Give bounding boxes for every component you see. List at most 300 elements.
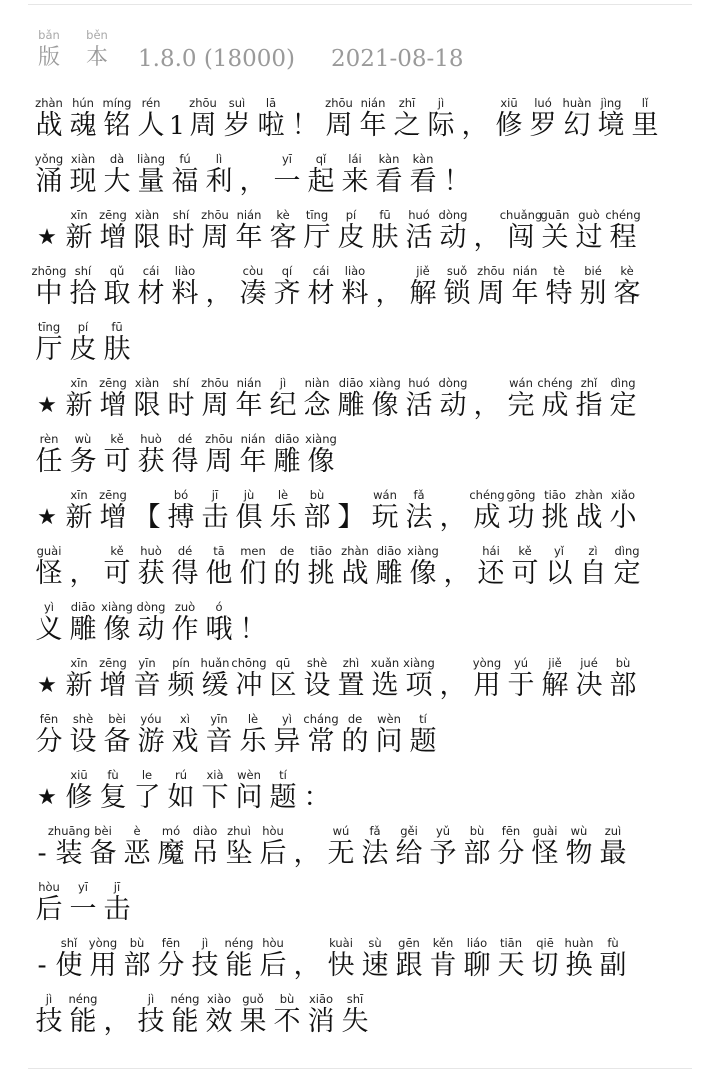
- ruby-char: [62, 208, 96, 254]
- hanzi: 常: [307, 726, 335, 757]
- hanzi: 料: [171, 278, 199, 309]
- ruby-char: [232, 208, 266, 254]
- ruby-char: [436, 208, 470, 254]
- hanzi: 乐: [269, 502, 297, 533]
- glyph: ，: [205, 278, 233, 309]
- hanzi: 击: [103, 894, 131, 925]
- ruby-char: [504, 656, 538, 702]
- ruby-char: [270, 432, 304, 478]
- pinyin: suǒ: [446, 264, 468, 278]
- ruby-char: [528, 936, 562, 982]
- pinyin: yóu: [140, 712, 162, 726]
- ruby-char: [254, 96, 288, 142]
- hanzi: 吊: [191, 838, 219, 869]
- pinyin: xiàng: [101, 600, 133, 614]
- hanzi: 使: [55, 950, 83, 981]
- pinyin: fù: [107, 768, 119, 782]
- ruby-char: [202, 600, 236, 646]
- pinyin: chōng: [231, 656, 267, 670]
- pinyin: guài: [532, 824, 558, 838]
- hanzi: 得: [171, 446, 199, 477]
- pinyin: jué: [580, 656, 598, 670]
- pinyin: jī: [113, 880, 121, 894]
- ruby-char: [610, 544, 644, 590]
- pinyin: chéng: [605, 208, 641, 222]
- ruby-char: [572, 376, 606, 422]
- pinyin: dìng: [610, 376, 636, 390]
- ruby-char: [222, 824, 256, 870]
- ruby-char: [232, 488, 266, 534]
- pinyin: lè: [247, 712, 259, 726]
- pinyin: pí: [345, 208, 357, 222]
- hanzi: 音: [133, 670, 161, 701]
- ruby-char: [338, 992, 372, 1038]
- hanzi: 特: [545, 278, 573, 309]
- pinyin: diāo: [274, 432, 300, 446]
- pinyin: kě: [518, 544, 532, 558]
- ruby-char: [606, 656, 640, 702]
- pinyin: cháng: [303, 712, 339, 726]
- ruby-char: [402, 376, 436, 422]
- pinyin: kè: [276, 208, 290, 222]
- pinyin: jì: [147, 992, 155, 1006]
- hanzi: 修: [495, 110, 523, 141]
- pinyin: běn: [86, 28, 108, 42]
- hanzi: 幻: [563, 110, 591, 141]
- hanzi: 后: [259, 838, 287, 869]
- ruby-char: [270, 264, 304, 310]
- hanzi: 现: [69, 166, 97, 197]
- hanzi: 新: [65, 222, 93, 253]
- pinyin: tí: [279, 768, 287, 782]
- ruby-char: [96, 208, 130, 254]
- pinyin: fǎ: [369, 824, 381, 838]
- hanzi: 一: [273, 166, 301, 197]
- ruby-char: [222, 936, 256, 982]
- hanzi: 啦: [257, 110, 285, 141]
- ruby-char: [32, 600, 66, 646]
- ruby-char: [270, 712, 304, 758]
- ruby-char: [338, 152, 372, 198]
- hanzi: 动: [439, 222, 467, 253]
- ruby-char: [62, 376, 96, 422]
- pinyin: xiào: [206, 992, 232, 1006]
- pinyin: suì: [228, 96, 246, 110]
- hanzi: 击: [201, 502, 229, 533]
- pinyin: zhī: [398, 96, 416, 110]
- hanzi: 看: [409, 166, 437, 197]
- ruby-char: [492, 96, 526, 142]
- hanzi: 法: [361, 838, 389, 869]
- ruby-char: [402, 208, 436, 254]
- ruby-char: [198, 656, 232, 702]
- hanzi: 周: [477, 278, 505, 309]
- hanzi: 料: [341, 278, 369, 309]
- pinyin: kuài: [329, 936, 353, 950]
- hanzi: 取: [103, 278, 131, 309]
- hanzi: 后: [259, 950, 287, 981]
- hanzi: 义: [35, 614, 63, 645]
- ruby-char: [232, 768, 266, 814]
- hanzi: 玩: [371, 502, 399, 533]
- hanzi: 备: [103, 726, 131, 757]
- ruby-char: [572, 208, 606, 254]
- pinyin: qū: [275, 656, 291, 670]
- punctuation: [334, 488, 368, 534]
- ruby-char: [164, 768, 198, 814]
- hanzi: 里: [631, 110, 659, 141]
- pinyin: yì: [43, 600, 54, 614]
- hanzi: 决: [575, 670, 603, 701]
- hanzi: 限: [133, 390, 161, 421]
- pinyin: qiē: [536, 936, 554, 950]
- pinyin: yòng: [88, 936, 118, 950]
- hanzi: 版: [37, 45, 60, 70]
- ruby-char: [62, 656, 96, 702]
- ruby-char: [100, 320, 134, 366]
- pinyin: xiàng: [407, 544, 439, 558]
- ruby-char: [494, 936, 528, 982]
- hanzi: 活: [405, 390, 433, 421]
- ruby-char: [32, 264, 66, 310]
- ruby-char: [66, 264, 100, 310]
- punctuation: [236, 600, 270, 646]
- hanzi: 区: [269, 670, 297, 701]
- ruby-char: [100, 96, 134, 142]
- star-glyph: ★: [37, 673, 57, 698]
- hanzi: 挑: [307, 558, 335, 589]
- ruby-char: [460, 936, 494, 982]
- pinyin: fēn: [501, 824, 521, 838]
- number: [168, 96, 186, 142]
- pinyin: zēng: [99, 376, 127, 390]
- ruby-char: [372, 544, 406, 590]
- hanzi: 分: [35, 726, 63, 757]
- ruby-char: [440, 264, 474, 310]
- punctuation: [458, 96, 492, 142]
- hanzi: 像: [371, 390, 399, 421]
- pinyin: lì: [215, 152, 223, 166]
- pinyin: zēng: [99, 208, 127, 222]
- hanzi: 客: [269, 222, 297, 253]
- pinyin: zhōu: [477, 264, 505, 278]
- hanzi: 雕: [273, 446, 301, 477]
- pinyin: le: [141, 768, 153, 782]
- pinyin: guò: [578, 208, 600, 222]
- hanzi: 设: [69, 726, 97, 757]
- ruby-char: [392, 824, 426, 870]
- pinyin: ó: [215, 600, 223, 614]
- ruby-char: [202, 544, 236, 590]
- pinyin: jì: [279, 376, 287, 390]
- pinyin: dìng: [614, 544, 640, 558]
- glyph: ！: [291, 110, 319, 141]
- pinyin: liàng: [136, 152, 166, 166]
- ruby-char: [338, 544, 372, 590]
- pinyin: wù: [570, 824, 588, 838]
- ruby-char: [470, 488, 504, 534]
- pinyin: zhōu: [201, 208, 229, 222]
- pinyin: xīn: [70, 376, 88, 390]
- ruby-char: [494, 824, 528, 870]
- ruby-char: [100, 432, 134, 478]
- ruby-char: [202, 992, 236, 1038]
- text-line: [32, 646, 702, 702]
- ruby-char: [236, 544, 270, 590]
- punctuation: [290, 936, 324, 982]
- hanzi: 题: [409, 726, 437, 757]
- pinyin: diāo: [376, 544, 402, 558]
- pinyin: jìng: [600, 96, 622, 110]
- hanzi: 一: [69, 894, 97, 925]
- hanzi: 技: [35, 1006, 63, 1037]
- pinyin: lái: [348, 152, 362, 166]
- pinyin: pín: [172, 656, 190, 670]
- pinyin: xiū: [500, 96, 518, 110]
- hanzi: 切: [531, 950, 559, 981]
- ruby-char: [300, 376, 334, 422]
- bullet-star-icon: [32, 208, 62, 254]
- hanzi: 肤: [103, 334, 131, 365]
- pinyin: shī: [346, 992, 364, 1006]
- pinyin: wù: [74, 432, 92, 446]
- ruby-char: [300, 656, 334, 702]
- pinyin: dà: [109, 152, 125, 166]
- pinyin: guǒ: [242, 992, 264, 1006]
- ruby-char: [562, 824, 596, 870]
- star-glyph: ★: [37, 393, 57, 418]
- pinyin: kè: [620, 264, 634, 278]
- hanzi: 能: [69, 1006, 97, 1037]
- hanzi: 皮: [69, 334, 97, 365]
- ruby-char: [270, 992, 304, 1038]
- ruby-char: [266, 656, 300, 702]
- text-line: [32, 758, 702, 814]
- pinyin: xīn: [70, 488, 88, 502]
- glyph: -: [37, 950, 47, 981]
- glyph: ，: [461, 110, 489, 141]
- ruby-char: [596, 824, 630, 870]
- pinyin: nián: [360, 96, 386, 110]
- ruby-char: [256, 824, 290, 870]
- ruby-char: [390, 96, 424, 142]
- pinyin: gěi: [400, 824, 418, 838]
- pinyin: guān: [540, 208, 570, 222]
- ruby-char: [202, 152, 236, 198]
- pinyin: dòng: [438, 376, 468, 390]
- glyph: ，: [473, 390, 501, 421]
- hanzi: 本: [85, 45, 108, 70]
- pinyin: men: [240, 544, 266, 558]
- pinyin: bù: [615, 656, 631, 670]
- hanzi: 恶: [123, 838, 151, 869]
- pinyin: qǐ: [315, 152, 327, 166]
- hanzi: 周: [201, 390, 229, 421]
- pinyin: yī: [281, 152, 292, 166]
- ruby-char: [406, 264, 440, 310]
- pinyin: xiàng: [305, 432, 337, 446]
- punctuation: [440, 544, 474, 590]
- pinyin: jiě: [548, 656, 562, 670]
- pinyin: niàn: [304, 376, 330, 390]
- pinyin: shè: [72, 712, 94, 726]
- text-line: [32, 926, 702, 982]
- hanzi: 念: [303, 390, 331, 421]
- hanzi: 厅: [303, 222, 331, 253]
- hanzi: 时: [167, 390, 195, 421]
- pinyin: néng: [68, 992, 98, 1006]
- ruby-char: [402, 488, 436, 534]
- pinyin: diāo: [70, 600, 96, 614]
- pinyin: xiǎo: [610, 488, 636, 502]
- ruby-char: [62, 488, 96, 534]
- pinyin: yǔ: [435, 824, 451, 838]
- ruby-char: [96, 376, 130, 422]
- hanzi: 缓: [201, 670, 229, 701]
- hanzi: 冲: [235, 670, 263, 701]
- pinyin: néng: [224, 936, 254, 950]
- ruby-char: [504, 376, 538, 422]
- ruby-char: [270, 544, 304, 590]
- hanzi: 了: [133, 782, 161, 813]
- pinyin: bù: [129, 936, 145, 950]
- hanzi: 技: [191, 950, 219, 981]
- ruby-char: [66, 992, 100, 1038]
- pinyin: nián: [240, 432, 266, 446]
- hanzi: 铭: [103, 110, 131, 141]
- ruby-char: [236, 712, 270, 758]
- pinyin: wán: [509, 376, 533, 390]
- pinyin: shǐ: [60, 936, 78, 950]
- hanzi: 果: [239, 1006, 267, 1037]
- pinyin: tiāo: [310, 544, 332, 558]
- pinyin: rén: [141, 96, 161, 110]
- hanzi: 之: [393, 110, 421, 141]
- pinyin: dòng: [136, 600, 166, 614]
- ruby-char: [100, 600, 134, 646]
- pinyin: cái: [312, 264, 330, 278]
- pinyin: yì: [281, 712, 292, 726]
- hanzi: 分: [497, 838, 525, 869]
- punctuation: [436, 656, 470, 702]
- ruby-char: [606, 488, 640, 534]
- glyph: ，: [375, 278, 403, 309]
- ruby-char: [168, 152, 202, 198]
- hanzi: 增: [99, 670, 127, 701]
- pinyin: liáo: [466, 936, 488, 950]
- pinyin: jì: [437, 96, 445, 110]
- pinyin: hòu: [38, 880, 60, 894]
- punctuation: [470, 376, 504, 422]
- ruby-char: [300, 208, 334, 254]
- hanzi: 可: [103, 446, 131, 477]
- ruby-char: [334, 376, 368, 422]
- glyph: ，: [293, 838, 321, 869]
- pinyin: xià: [206, 768, 224, 782]
- ruby-char: [270, 152, 304, 198]
- pinyin: fū: [379, 208, 391, 222]
- hanzi: 肤: [371, 222, 399, 253]
- hanzi: 复: [99, 782, 127, 813]
- pinyin: gēn: [398, 936, 420, 950]
- punctuation: [66, 544, 100, 590]
- hanzi: 搏: [167, 502, 195, 533]
- ruby-char: [526, 96, 560, 142]
- pinyin: shè: [306, 656, 328, 670]
- pinyin: tè: [553, 264, 565, 278]
- ruby-char: [538, 376, 572, 422]
- text-line: [32, 142, 702, 198]
- text-line: [32, 86, 702, 142]
- pinyin: luó: [534, 96, 552, 110]
- hanzi: 材: [307, 278, 335, 309]
- ruby-char: [134, 600, 168, 646]
- hanzi: 给: [395, 838, 423, 869]
- pinyin: qí: [281, 264, 293, 278]
- ruby-char: [130, 768, 164, 814]
- hanzi: 客: [613, 278, 641, 309]
- hanzi: 物: [565, 838, 593, 869]
- ruby-char: [236, 992, 270, 1038]
- ruby-char: [256, 936, 290, 982]
- pinyin: rèn: [39, 432, 59, 446]
- pinyin: xiàng: [403, 656, 435, 670]
- top-divider: [28, 4, 692, 5]
- pinyin: guài: [36, 544, 62, 558]
- ruby-char: [100, 544, 134, 590]
- pinyin: lǐ: [641, 96, 649, 110]
- hanzi: 福: [171, 166, 199, 197]
- glyph: ，: [439, 670, 467, 701]
- ruby-char: [198, 768, 232, 814]
- ruby-char: [334, 208, 368, 254]
- hanzi: 锁: [443, 278, 471, 309]
- ruby-char: [406, 152, 440, 198]
- ruby-char: [528, 824, 562, 870]
- pinyin: néng: [170, 992, 200, 1006]
- release-notes-body: [32, 86, 702, 1038]
- ruby-char: [66, 432, 100, 478]
- ruby-char: [236, 432, 270, 478]
- pinyin: xiàn: [70, 152, 96, 166]
- bullet-star-icon: [32, 488, 62, 534]
- ruby-char: [32, 712, 66, 758]
- pinyin: xì: [179, 712, 190, 726]
- list-dash: [32, 936, 52, 982]
- ruby-char: [426, 824, 460, 870]
- pinyin: yǒng: [34, 152, 64, 166]
- pinyin: hún: [72, 96, 94, 110]
- glyph: ：: [303, 782, 331, 813]
- pinyin: míng: [102, 96, 132, 110]
- hanzi: 俱: [235, 502, 263, 533]
- hanzi: 自: [579, 558, 607, 589]
- pinyin: zhōng: [31, 264, 67, 278]
- hanzi: 人: [137, 110, 165, 141]
- pinyin: zhōu: [205, 432, 233, 446]
- pinyin: chéng: [537, 376, 573, 390]
- punctuation: [372, 264, 406, 310]
- hanzi: 乐: [239, 726, 267, 757]
- ruby-char: [134, 544, 168, 590]
- hanzi: 最: [599, 838, 627, 869]
- hanzi: 看: [375, 166, 403, 197]
- ruby-char: [188, 936, 222, 982]
- pinyin: zhōu: [325, 96, 353, 110]
- text-line: [32, 982, 702, 1038]
- pinyin: hòu: [262, 936, 284, 950]
- pinyin: huàn: [564, 936, 594, 950]
